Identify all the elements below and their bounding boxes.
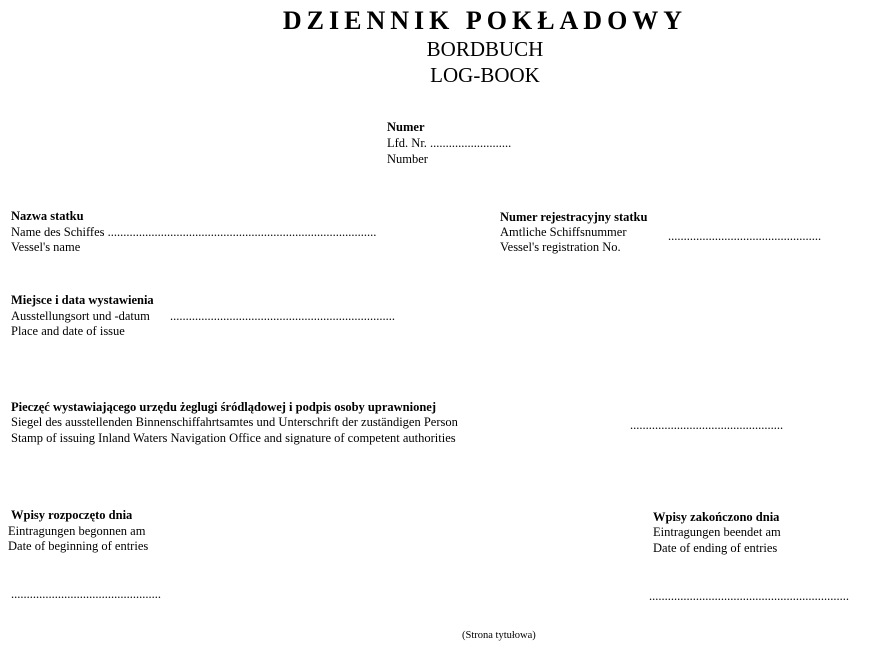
entries-begin-label-pl: Wpisy rozpoczęto dnia bbox=[11, 508, 133, 522]
registration-label-en: Vessel's registration No. bbox=[500, 240, 621, 254]
issue-place-label-de: Ausstellungsort und -datum bbox=[11, 309, 150, 323]
issue-place-label-pl: Miejsce i data wystawienia bbox=[11, 293, 154, 307]
issue-place-label-en: Place and date of issue bbox=[11, 324, 125, 338]
entries-end-fill-line: ................................................................ bbox=[649, 589, 849, 603]
entries-end-label-pl: Wpisy zakończono dnia bbox=[653, 510, 780, 524]
vessel-name-label-de: Name des Schiffes ...................................................................................... bbox=[11, 225, 377, 239]
number-label-en: Number bbox=[387, 152, 428, 166]
registration-label-pl: Numer rejestracyjny statku bbox=[500, 210, 648, 224]
entries-begin-label-de: Eintragungen begonnen am bbox=[8, 524, 146, 538]
entries-end-label-en: Date of ending of entries bbox=[653, 541, 778, 555]
footer-note: (Strona tytułowa) bbox=[462, 630, 536, 641]
entries-end-label-de: Eintragungen beendet am bbox=[653, 525, 781, 539]
subtitle-de: BORDBUCH bbox=[426, 37, 544, 61]
page-title: DZIENNIK POKŁADOWY bbox=[282, 6, 688, 35]
entries-begin-label-en: Date of beginning of entries bbox=[8, 539, 149, 553]
stamp-signature-line: ................................................. bbox=[630, 418, 784, 432]
stamp-label-de: Siegel des ausstellenden Binnenschiffahrtsamtes und Unterschrift der zuständigen Person bbox=[11, 415, 458, 429]
stamp-label-en: Stamp of issuing Inland Waters Navigation Office and signature of competent authorities bbox=[11, 431, 456, 445]
vessel-name-label-en: Vessel's name bbox=[11, 240, 81, 254]
subtitle-en: LOG-BOOK bbox=[430, 63, 540, 87]
stamp-label-pl: Pieczęć wystawiającego urzędu żeglugi śródlądowej i podpis osoby uprawnionej bbox=[11, 400, 436, 414]
registration-fill-line: ................................................. bbox=[668, 229, 822, 243]
vessel-name-label-pl: Nazwa statku bbox=[11, 209, 84, 223]
entries-begin-fill-line: ................................................ bbox=[11, 587, 161, 601]
registration-label-de: Amtliche Schiffsnummer bbox=[500, 225, 627, 239]
number-label-pl: Numer bbox=[387, 120, 425, 134]
number-label-de: Lfd. Nr. .......................... bbox=[387, 136, 512, 150]
issue-place-fill-line: ........................................................................ bbox=[170, 309, 395, 323]
